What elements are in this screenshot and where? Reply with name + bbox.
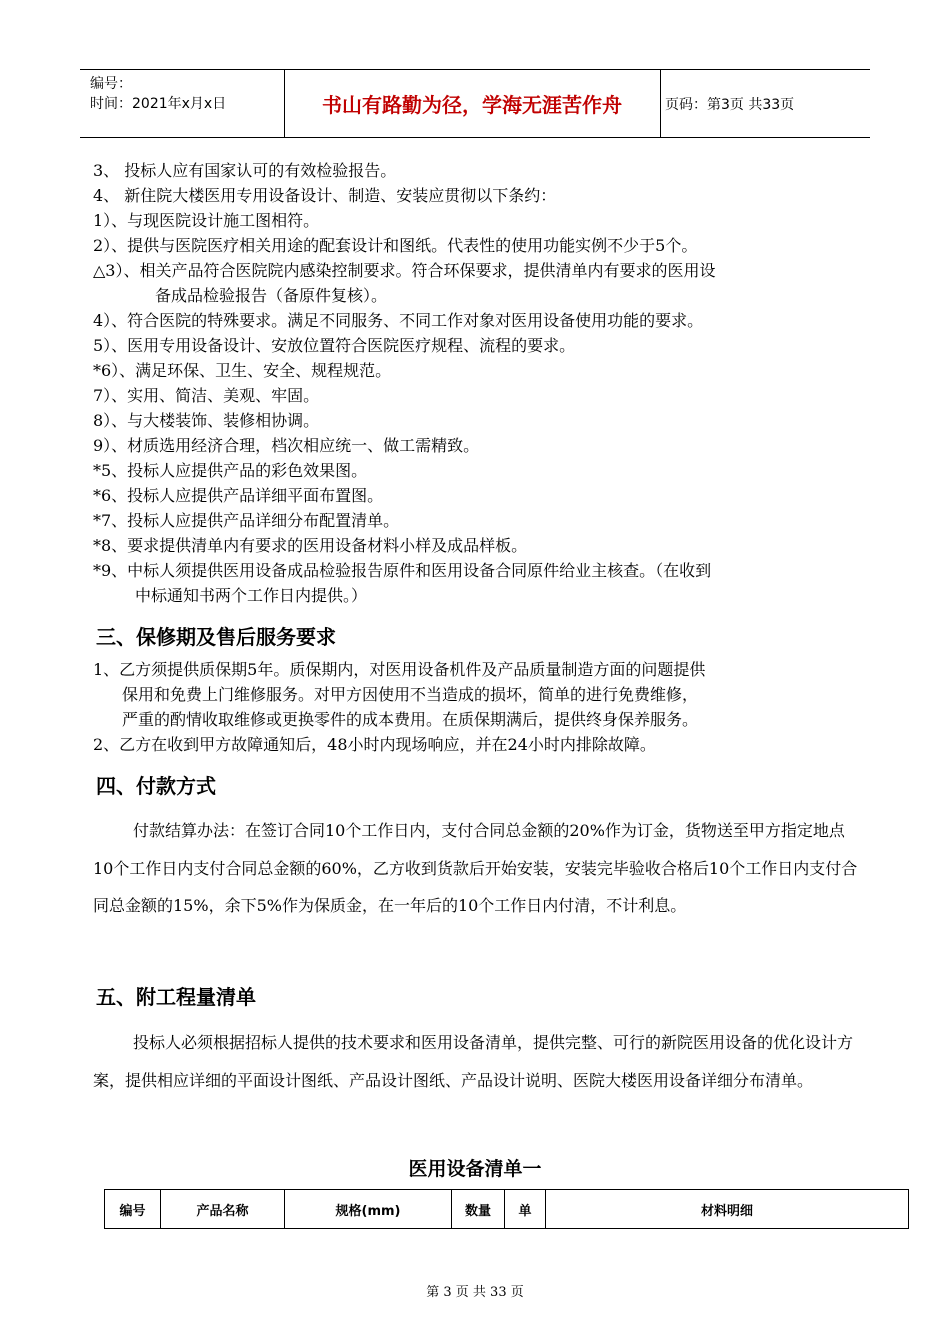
list-item: 4）、符合医院的特殊要求。满足不同服务、不同工作对象对医用设备使用功能的要求。 (93, 311, 704, 330)
list-item: △3）、相关产品符合医院院内感染控制要求。符合环保要求，提供清单内有要求的医用设 (93, 261, 716, 280)
list-item: *9、中标人须提供医用设备成品检验报告原件和医用设备合同原件给业主核查。（在收到 (93, 561, 712, 580)
col-header-unit: 单 (505, 1190, 546, 1229)
list-item-continuation: 备成品检验报告（备原件复核）。 (155, 286, 388, 305)
section-heading: 三、保修期及售后服务要求 (96, 625, 336, 649)
list-item: 8）、与大楼装饰、装修相协调。 (93, 411, 320, 430)
section3-line: 保用和免费上门维修服务。对甲方因使用不当造成的损坏，简单的进行免费维修， (122, 685, 699, 704)
section-heading: 五、附工程量清单 (96, 985, 256, 1009)
list-item-continuation: 中标通知书两个工作日内提供。） (135, 586, 368, 605)
list-item: *7、投标人应提供产品详细分布配置清单。 (93, 511, 400, 530)
header-motto: 书山有路勤为径，学海无涯苦作舟 (322, 93, 622, 117)
section3-line: 1、乙方须提供质保期5年。质保期内，对医用设备机件及产品质量制造方面的问题提供 (93, 660, 706, 679)
list-item: *5、投标人应提供产品的彩色效果图。 (93, 461, 368, 480)
list-item: 3、 投标人应有国家认可的有效检验报告。 (93, 161, 397, 180)
table-title: 医用设备清单一 (408, 1158, 542, 1180)
list-item: 5）、医用专用设备设计、安放位置符合医院医疗规程、流程的要求。 (93, 336, 576, 355)
col-header-spec: 规格(mm) (285, 1190, 452, 1229)
document-header (80, 69, 870, 138)
col-header-product-name: 产品名称 (161, 1190, 285, 1229)
table-header-row (105, 1190, 909, 1229)
list-item: *6）、满足环保、卫生、安全、规程规范。 (93, 361, 392, 380)
payment-paragraph: 付款结算办法：在签订合同10个工作日内，支付合同总金额的20%作为订金，货物送至甲方指定地点10个工作日内支付合同总金额的60%，乙方收到货款后开始安装，安装完毕验收合格后10个工作日内支付合同总金额的15%，余下5%作为保质金，在一年后的10个工作日内付清，不计利息。 (93, 821, 858, 915)
page-footer: 第 3 页 共 33 页 (426, 1285, 524, 1300)
date-label: 时间：2021年x月x日 (90, 96, 227, 112)
list-item: 9）、材质选用经济合理，档次相应统一、做工需精致。 (93, 436, 480, 455)
number-label: 编号： (90, 76, 132, 92)
list-item: 4、 新住院大楼医用专用设备设计、制造、安装应贯彻以下条约： (93, 186, 557, 205)
list-item: *6、投标人应提供产品详细平面布置图。 (93, 486, 384, 505)
page-number-label: 页码：第3页 共33页 (665, 96, 795, 113)
col-header-quantity: 数量 (452, 1190, 505, 1229)
header-meta (90, 74, 226, 114)
col-header-number: 编号 (105, 1190, 161, 1229)
section3-line: 2、乙方在收到甲方故障通知后，48小时内现场响应，并在24小时内排除故障。 (93, 735, 656, 754)
list-item: 2）、提供与医院医疗相关用途的配套设计和图纸。代表性的使用功能实例不少于5个。 (93, 236, 698, 255)
header-divider (660, 70, 661, 137)
list-item: 1）、与现医院设计施工图相符。 (93, 211, 320, 230)
bill-of-quantities-paragraph: 投标人必须根据招标人提供的技术要求和医用设备清单，提供完整、可行的新院医用设备的优化设计方案，提供相应详细的平面设计图纸、产品设计图纸、产品设计说明、医院大楼医用设备详细分布清单。 (93, 1033, 854, 1090)
list-item: 7）、实用、简洁、美观、牢固。 (93, 386, 320, 405)
list-item: *8、要求提供清单内有要求的医用设备材料小样及成品样板。 (93, 536, 528, 555)
equipment-table (104, 1189, 909, 1229)
section3-line: 严重的酌情收取维修或更换零件的成本费用。在质保期满后，提供终身保养服务。 (122, 710, 699, 729)
section-heading: 四、付款方式 (96, 774, 216, 798)
col-header-material: 材料明细 (546, 1190, 909, 1229)
